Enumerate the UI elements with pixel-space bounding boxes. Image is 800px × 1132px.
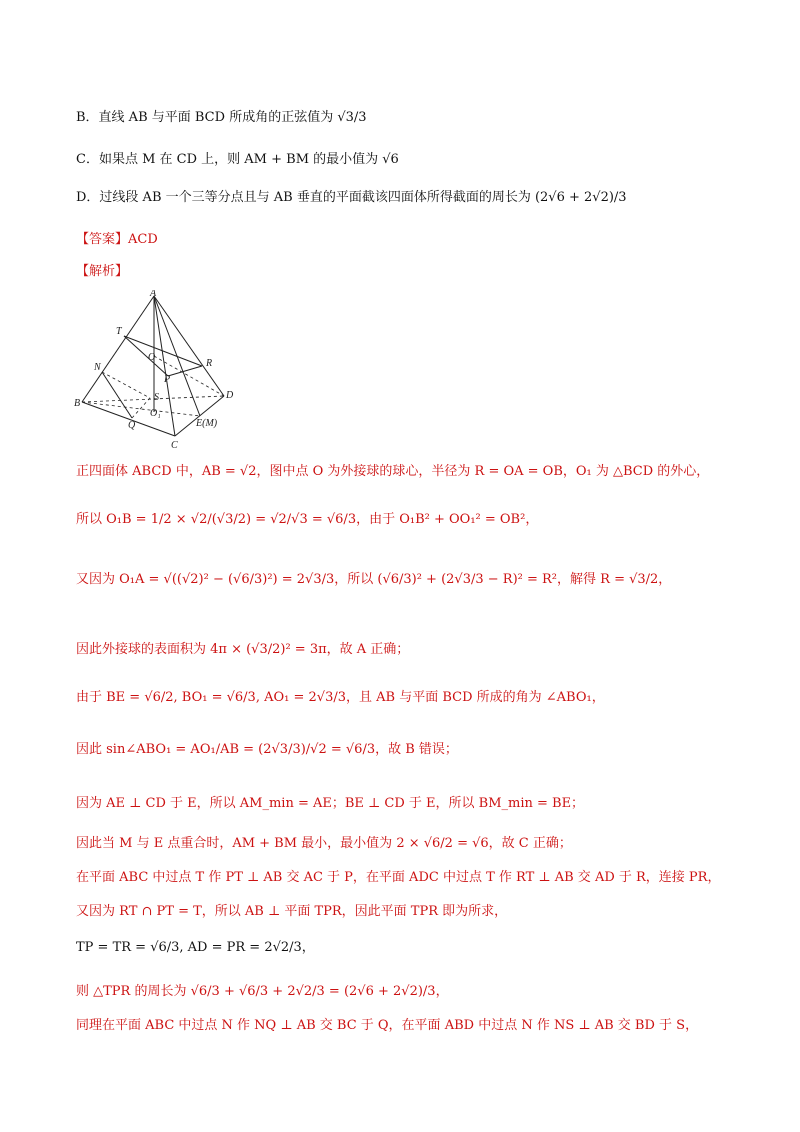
line-ns <box>102 372 150 398</box>
label-q: Q <box>128 420 136 431</box>
label-c: C <box>171 440 178 450</box>
solution-line-10: 又因为 RT ∩ PT = T，所以 AB ⊥ 平面 TPR，因此平面 TPR 即为所求， <box>76 904 508 919</box>
analysis-label: 【解析】 <box>76 264 129 279</box>
solution-line-9: 在平面 ABC 中过点 T 作 PT ⊥ AB 交 AC 于 P，在平面 ADC 中过点 T 作 RT ⊥ AB 交 AD 于 R，连接 PR， <box>76 870 721 885</box>
label-e: E(M) <box>196 418 218 429</box>
solution-line-2: 所以 O₁B = 1/2 × √2/(√3/2) = √2/√3 = √6/3，由于 O₁B² + OO₁² = OB²， <box>76 512 539 527</box>
solution-line-6: 因此 sin∠ABO₁ = AO₁/AB = (2√3/3)/√2 = √6/3，故 B 错误； <box>76 742 458 757</box>
label-b: B <box>74 398 81 409</box>
label-r: R <box>206 358 213 369</box>
tetrahedron-figure <box>72 290 242 450</box>
solution-line-4: 因此外接球的表面积为 4π × (√3/2)² = 3π，故 A 正确； <box>76 642 410 657</box>
edge-bd <box>82 396 224 402</box>
solution-line-8: 因此当 M 与 E 点重合时，AM + BM 最小，最小值为 2 × √6/2 = √6，故 C 正确； <box>76 836 572 851</box>
label-t: T <box>116 326 122 337</box>
line-qs <box>132 398 150 418</box>
label-a: A <box>150 290 157 299</box>
label-d: D <box>226 390 234 401</box>
edge-ab <box>82 296 154 402</box>
answer: 【答案】ACD <box>76 232 158 247</box>
label-o: O <box>148 352 156 363</box>
label-o1: O₁ <box>150 408 161 419</box>
solution-line-12: 则 △TPR 的周长为 √6/3 + √6/3 + 2√2/3 = (2√6 + 2√2)/3， <box>76 984 449 999</box>
label-n: N <box>94 362 101 373</box>
option-c: C．如果点 M 在 CD 上，则 AM + BM 的最小值为 √6 <box>76 152 399 167</box>
label-s: S <box>154 392 159 403</box>
option-b: B．直线 AB 与平面 BCD 所成角的正弦值为 √3/3 <box>76 110 367 125</box>
label-p: P <box>164 374 171 385</box>
line-tr <box>124 336 202 366</box>
solution-line-5: 由于 BE = √6/2, BO₁ = √6/3, AO₁ = 2√3/3，且 AB 与平面 BCD 所成的角为 ∠ABO₁， <box>76 690 605 705</box>
line-ae <box>154 296 200 416</box>
option-d: D．过线段 AB 一个三等分点且与 AB 垂直的平面截该四面体所得截面的周长为 (2√6 + 2√2)/3 <box>76 190 627 205</box>
solution-line-3: 又因为 O₁A = √((√2)² − (√6/3)²) = 2√3/3，所以 (√6/3)² + (2√3/3 − R)² = R²，解得 R = √3/2， <box>76 572 672 587</box>
solution-line-13: 同理在平面 ABC 中过点 N 作 NQ ⊥ AB 交 BC 于 Q，在平面 ABD 中过点 N 作 NS ⊥ AB 交 BD 于 S， <box>76 1018 699 1033</box>
solution-line-11: TP = TR = √6/3, AD = PR = 2√2/3， <box>76 940 315 955</box>
solution-line-1: 正四面体 ABCD 中，AB = √2，图中点 O 为外接球的球心，半径为 R = OA = OB，O₁ 为 △BCD 的外心， <box>76 464 710 479</box>
line-pr <box>168 366 202 376</box>
solution-line-7: 因为 AE ⊥ CD 于 E，所以 AM_min = AE；BE ⊥ CD 于 E，所以 BM_min = BE； <box>76 796 585 811</box>
